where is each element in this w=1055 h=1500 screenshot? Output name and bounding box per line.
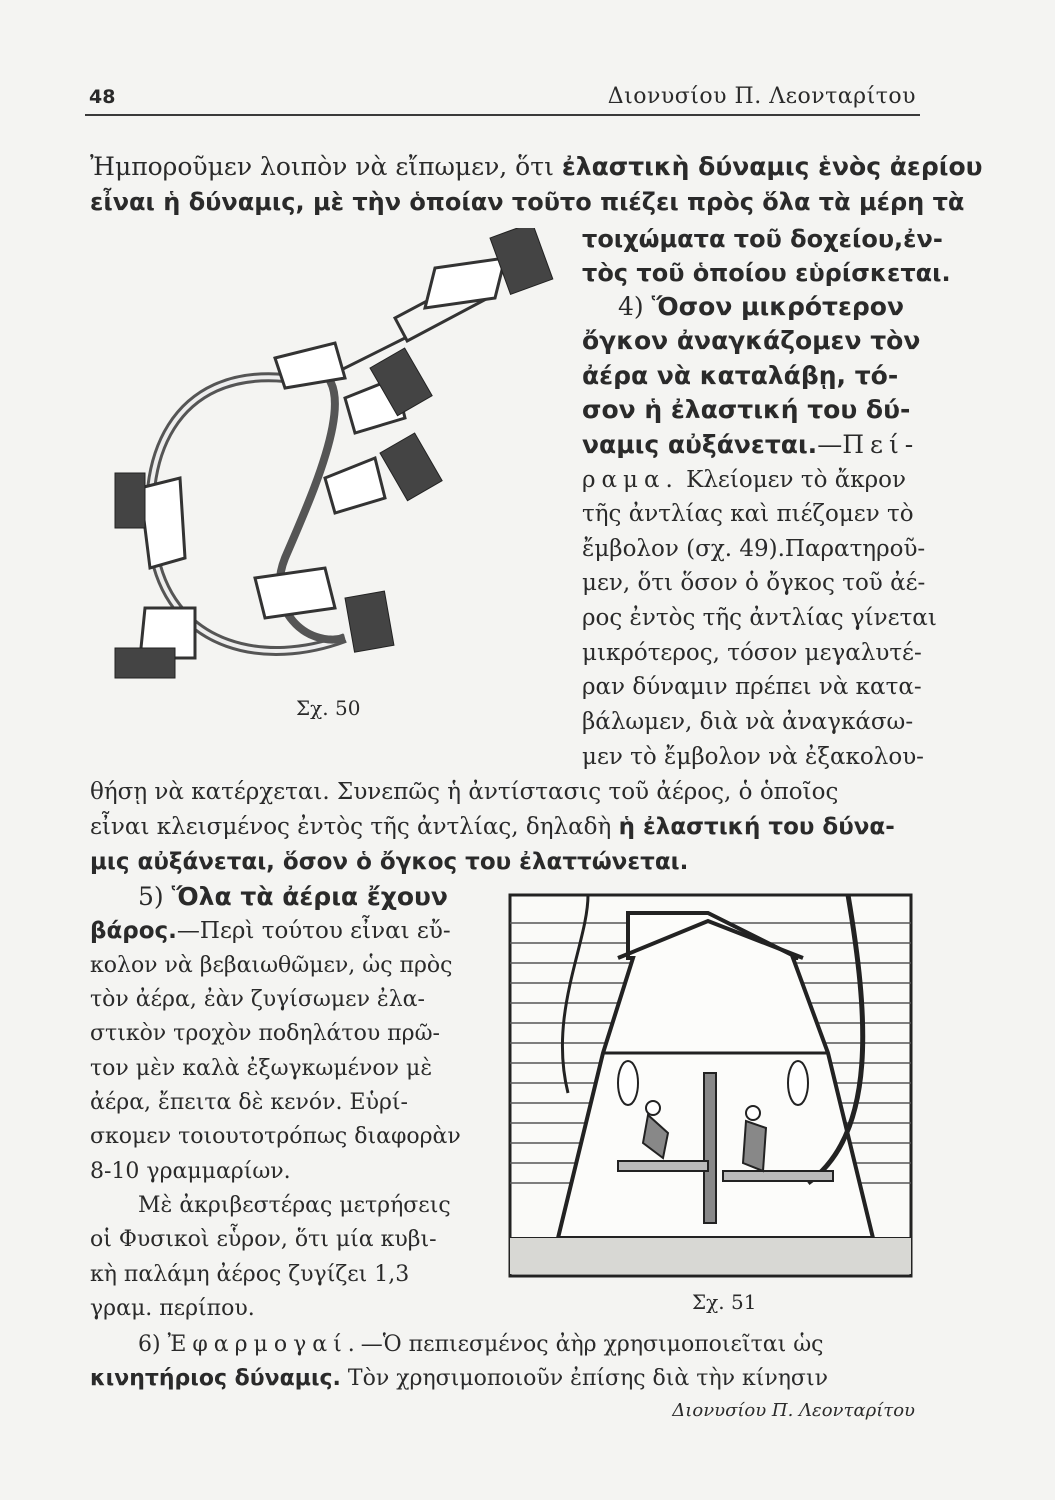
text-line: Μὲ ἀκριβεστέρας μετρήσεις	[138, 1193, 451, 1218]
text-line: 4) Ὅσον μικρότερον	[618, 292, 904, 321]
text-line: γραμ. περίπου.	[90, 1296, 255, 1321]
text-line: τοιχώματα τοῦ δοχείου,ἐν-	[582, 225, 943, 253]
text-line: ἔμβολον (σχ. 49).Παρατηροῦ-	[582, 536, 926, 562]
text-line: ἀέρα, ἔπειτα δὲ κενόν. Εὑρί-	[90, 1090, 408, 1115]
figure-51-caption: Σχ. 51	[692, 1290, 757, 1314]
figure-50-caption: Σχ. 50	[296, 696, 361, 720]
text-line: ραμα. Κλείομεν τὸ ἄκρον	[582, 467, 906, 493]
text-line: θήσῃ νὰ κατέρχεται. Συνεπῶς ἡ ἀντίστασις τοῦ ἀέρος, ὁ ὁποῖος	[90, 779, 839, 805]
text-line: μικρότερος, τόσον μεγαλυτέ-	[582, 640, 922, 666]
text-line: μεν τὸ ἔμβολον νὰ ἐξακολου-	[582, 744, 924, 770]
text-line: κολον νὰ βεβαιωθῶμεν, ὡς πρὸς	[90, 953, 453, 978]
text-line: βάρος.—Περὶ τούτου εἶναι εὔ-	[90, 918, 451, 944]
text-line: 8-10 γραμμαρίων.	[90, 1159, 291, 1184]
text-line: τὸς τοῦ ὁποίου εὑρίσκεται.	[582, 259, 951, 287]
text-line: ρος ἐντὸς τῆς ἀντλίας γίνεται	[582, 605, 937, 631]
text-line: κὴ παλάμη ἀέρος ζυγίζει 1,3	[90, 1262, 410, 1287]
text-line: τὸν ἀέρα, ἐὰν ζυγίσωμεν ἐλα-	[90, 987, 425, 1012]
text-line: μις αὐξάνεται, ὅσον ὁ ὄγκος του ἐλαττώνεται.	[90, 849, 689, 875]
text-line: σον ἡ ἐλαστική του δύ-	[582, 395, 911, 424]
figure-51-illustration	[508, 893, 913, 1278]
text-line: 5) Ὅλα τὰ ἀέρια ἔχουν	[138, 882, 448, 911]
text-line: στικὸν τροχὸν ποδηλάτου πρῶ-	[90, 1021, 440, 1046]
figure-50-illustration	[95, 228, 565, 698]
text-line: ὄγκον ἀναγκάζομεν τὸν	[582, 326, 921, 355]
text-line: τον μὲν καλὰ ἐξωγκωμένον μὲ	[90, 1056, 433, 1081]
text-line: ἀέρα νὰ καταλάβῃ, τό-	[582, 361, 899, 390]
text-line: κινητήριος δύναμις. Τὸν χρησιμοποιοῦν ἐπίσης διὰ τὴν κίνησιν	[90, 1366, 828, 1391]
text-line: βάλωμεν, διὰ νὰ ἀναγκάσω-	[582, 709, 914, 735]
text-line: σκομεν τοιουτοτρόπως διαφορὰν	[90, 1124, 461, 1149]
imprint-footer: Διονυσίου Π. Λεονταρίτου	[672, 1400, 915, 1421]
page-header	[85, 80, 920, 116]
text-line: οἱ Φυσικοὶ εὗρον, ὅτι μία κυβι-	[90, 1227, 437, 1252]
text-line: εἶναι ἡ δύναμις, μὲ τὴν ὁποίαν τοῦτο πιέζει πρὸς ὅλα τὰ μέρη τὰ	[90, 188, 965, 216]
text-line: ραν δύναμιν πρέπει νὰ κατα-	[582, 674, 922, 700]
text-line: Ἠμποροῦμεν λοιπὸν νὰ εἴπωμεν, ὅτι ἐλαστικὴ δύναμις ἑνὸς ἀερίου	[90, 152, 983, 181]
page-number: 48	[89, 86, 116, 108]
text-line: εἶναι κλεισμένος ἐντὸς τῆς ἀντλίας, δηλαδὴ ἡ ἐλαστική του δύνα-	[90, 814, 895, 840]
text-line: 6) Ἐφαρμογαί.—Ὁ πεπιεσμένος ἀὴρ χρησιμοποιεῖται ὡς	[138, 1332, 824, 1357]
running-head: Διονυσίου Π. Λεονταρίτου	[607, 84, 916, 109]
text-line: τῆς ἀντλίας καὶ πιέζομεν τὸ	[582, 501, 914, 527]
text-line: μεν, ὅτι ὅσον ὁ ὄγκος τοῦ ἀέ-	[582, 570, 926, 596]
text-line: ναμις αὐξάνεται.—Πεί-	[582, 430, 920, 459]
